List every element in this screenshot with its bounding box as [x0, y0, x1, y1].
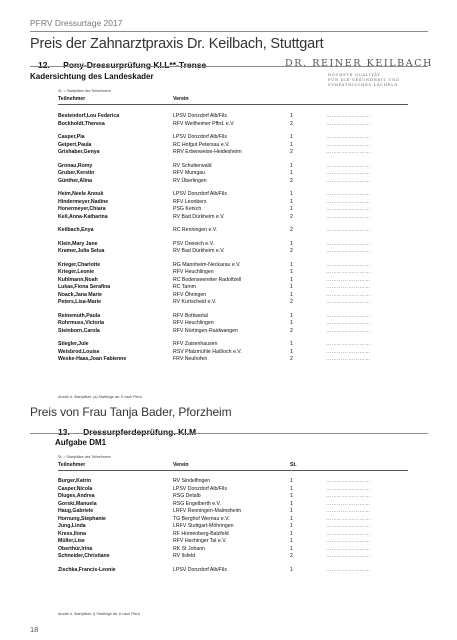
result-field: ……………………	[326, 523, 371, 529]
club-name: RV Überlingen	[173, 177, 207, 184]
start-count: 1	[290, 170, 293, 176]
result-field: ……………………	[326, 299, 371, 305]
result-field: ……………………	[326, 515, 371, 522]
participant-name: Müller,Lise	[58, 538, 85, 544]
club-name: RFV Heuchlingen	[173, 320, 214, 326]
start-count: 2	[290, 327, 293, 334]
section1-heading	[38, 55, 206, 73]
keilbach-logo-tagline	[328, 73, 400, 88]
section2-number: 13.	[58, 427, 70, 437]
start-count: 1	[290, 191, 293, 197]
start-count: 1	[290, 348, 293, 355]
result-field: ……………………	[326, 485, 371, 492]
section2-rule	[30, 433, 428, 434]
participant-name: Honermeyer,Chiara	[58, 206, 106, 212]
result-field: ……………………	[326, 530, 371, 537]
result-field: ……………………	[326, 227, 371, 233]
club-name: RFV Nürtingen-Raidwangen	[173, 327, 238, 334]
participant-name: Stiegler,Jule	[58, 341, 89, 347]
club-name: RFV Öhringen	[173, 291, 207, 298]
result-field: ……………………	[326, 508, 371, 514]
club-name: RFV Zaisenhausen	[173, 341, 218, 347]
club-name: RFV Mumgau	[173, 170, 205, 176]
start-count: 1	[290, 162, 293, 169]
start-count: 2	[290, 248, 293, 254]
result-field: ……………………	[326, 134, 371, 140]
start-count: 1	[290, 566, 293, 573]
start-count: 1	[290, 500, 293, 507]
section1-number: 12.	[38, 60, 50, 70]
start-count: 1	[290, 493, 293, 499]
event-header: PFRV Dressurtage 2017	[30, 18, 123, 28]
participant-name: Keil,Anna-Katharina	[58, 213, 108, 220]
start-count: 1	[290, 276, 293, 283]
start-count: 1	[290, 538, 293, 544]
club-name: RFV Weilheimer Pffrd. e.V.	[173, 120, 235, 127]
club-name: LPSV Donzdorf Alb/Fils	[173, 485, 227, 492]
section1-title: Pony-Dressurprüfung Kl.L**-Trense	[63, 60, 207, 70]
result-field: ……………………	[326, 341, 371, 347]
participant-name: Kress,Ilona	[58, 530, 86, 537]
start-count: 1	[290, 113, 293, 119]
club-name: RFV Leonbers	[173, 198, 207, 205]
start-count: 1	[290, 515, 293, 522]
club-name: PSV Dreieich e.V.	[173, 240, 215, 247]
club-name: RFV Hechinger Tal e.V.	[173, 538, 227, 544]
start-count: 2	[290, 299, 293, 305]
section1-table-rule	[58, 104, 408, 105]
start-count: 1	[290, 141, 293, 148]
participant-name: Haug,Gabriele	[58, 508, 94, 514]
start-count: 1	[290, 291, 293, 298]
participant-name: Jung,Linda	[58, 523, 86, 529]
section1-subtitle: Kadersichtung des Landeskader	[30, 72, 154, 81]
start-count: 2	[290, 227, 293, 233]
result-field: ……………………	[326, 312, 371, 319]
start-count: 2	[290, 356, 293, 362]
participant-name: Schneider,Christiane	[58, 553, 110, 559]
participant-name: Hornung,Stephanie	[58, 515, 106, 522]
result-field: ……………………	[326, 500, 371, 507]
start-count: 2	[290, 213, 293, 220]
start-count: 1	[290, 206, 293, 212]
club-name: RG Mannheim-Neckarau e.V.	[173, 261, 241, 268]
start-count: 1	[290, 530, 293, 537]
result-field: ……………………	[326, 276, 371, 283]
club-name: RFV Heuchlingen	[173, 269, 214, 275]
section2-col-st: St.	[290, 462, 297, 468]
result-field: ……………………	[326, 248, 371, 254]
start-count: 1	[290, 320, 293, 326]
participant-name: Klein,Mary Jane	[58, 240, 98, 247]
result-field: ……………………	[326, 240, 371, 247]
start-count: 1	[290, 312, 293, 319]
result-field: ……………………	[326, 213, 371, 220]
club-name: RF Homenberg-Balzfeld	[173, 530, 229, 537]
result-field: ……………………	[326, 162, 371, 169]
result-field: ……………………	[326, 566, 371, 573]
participant-name: Hindermeyer,Nadine	[58, 198, 109, 205]
result-field: ……………………	[326, 553, 371, 559]
club-name: RC Bodenseereiter Radolfzell	[173, 276, 242, 283]
club-name: RV Sindelfingen	[173, 478, 211, 484]
section2-note: St. = Startplätze des Teilnehmers	[58, 455, 111, 459]
section1-note: St. = Startplätze des Teilnehmers	[58, 89, 111, 93]
participant-name: Noack,Jana Marie	[58, 291, 102, 298]
participant-name: Geipert,Paula	[58, 141, 92, 148]
participant-name: Günther,Alina	[58, 177, 93, 184]
start-count: 1	[290, 478, 293, 484]
result-field: ……………………	[326, 356, 371, 362]
result-field: ……………………	[326, 327, 371, 334]
club-name: RC Tamm	[173, 284, 196, 290]
result-field: ……………………	[326, 191, 371, 197]
start-count: 2	[290, 553, 293, 559]
club-name: RRV Erbenweise-Heidesheim	[173, 149, 242, 155]
result-field: ……………………	[326, 206, 371, 212]
keilbach-logo: DR. REINER KEILBACH	[285, 58, 433, 69]
club-name: RV Bad Dürkheim e.V.	[173, 213, 225, 220]
result-field: ……………………	[326, 261, 371, 268]
club-name: LRFV Stuttgart-Möhringen	[173, 523, 234, 529]
participant-name: Steinborn,Carola	[58, 327, 100, 334]
club-name: LPSV Donzdorf Alb/Fils	[173, 134, 227, 140]
section1-col-club: Verein	[173, 96, 189, 102]
participant-name: Heim,Neele Anouk	[58, 191, 104, 197]
club-name: RV Schutterwald	[173, 162, 212, 169]
section1-col-participant: Teilnehmer	[58, 96, 86, 102]
club-name: RV Bad Dürkheim e.V.	[173, 248, 225, 254]
participant-name: Lukas,Fiona Serafina	[58, 284, 111, 290]
club-name: RV Ilsfeld	[173, 553, 196, 559]
result-field: ……………………	[326, 198, 371, 205]
section1-footer: Anzahl d. Startplätze: (a) Startfolge ab: K nach Pferd	[58, 395, 142, 399]
start-count: 1	[290, 523, 293, 529]
start-count: 1	[290, 284, 293, 290]
participant-name: Krieger,Leonie	[58, 269, 95, 275]
club-name: RSV Pfalzmühle Haßloch e.V.	[173, 348, 242, 355]
start-count: 1	[290, 198, 293, 205]
participant-name: Peters,Lisa-Marie	[58, 299, 101, 305]
logo-tagline-2: FÜR DIE GESUNDHEIT UND	[328, 78, 400, 82]
start-count: 1	[290, 485, 293, 492]
result-field: ……………………	[326, 493, 371, 499]
result-field: ……………………	[326, 269, 371, 275]
participant-name: Bestendorf,Lou Federica	[58, 113, 120, 119]
participant-name: Casper,Pia	[58, 134, 85, 140]
participant-name: Burger,Katrin	[58, 478, 92, 484]
result-field: ……………………	[326, 170, 371, 176]
participant-name: Keilbach,Enya	[58, 227, 94, 233]
participant-name: Kuhlmann,Noah	[58, 276, 98, 283]
club-name: RFV Bottwartal	[173, 312, 208, 319]
club-name: RK St Johann	[173, 545, 206, 552]
result-field: ……………………	[326, 113, 371, 119]
result-field: ……………………	[326, 149, 371, 155]
club-name: FRV Neuhofen	[173, 356, 208, 362]
start-count: 1	[290, 240, 293, 247]
start-count: 1	[290, 261, 293, 268]
participant-name: Krieger,Charlotte	[58, 261, 101, 268]
section1-sponsor: Preis der Zahnarztpraxis Dr. Keilbach, Stuttgart	[30, 36, 324, 52]
participant-name: Zischka,Francis-Leonie	[58, 566, 116, 573]
result-field: ……………………	[326, 291, 371, 298]
section2-title: Dressurpferdeprüfung. Kl.M	[83, 427, 197, 437]
participant-name: Weisbrod,Louise	[58, 348, 100, 355]
result-field: ……………………	[326, 348, 371, 355]
start-count: 2	[290, 149, 293, 155]
logo-tagline-3: SYMPATHISCHES LÄCHELN	[328, 83, 399, 87]
start-count: 1	[290, 134, 293, 140]
result-field: ……………………	[326, 284, 371, 290]
section2-subtitle: Aufgabe DM1	[55, 438, 107, 447]
section2-table-rule	[58, 470, 408, 471]
club-name: PSG Ketsch	[173, 206, 202, 212]
section2-col-club: Verein	[173, 462, 189, 468]
start-count: 1	[290, 341, 293, 347]
participant-name: Grishaber,Genya	[58, 149, 100, 155]
club-name: LPSV Donzdorf Alb/Fils	[173, 113, 227, 119]
result-field: ……………………	[326, 120, 371, 127]
start-count: 1	[290, 545, 293, 552]
club-name: TG Berghof Wernau e.V.	[173, 515, 230, 522]
club-name: LPSV Donzdorf Alb/Fils	[173, 566, 227, 573]
participant-name: Oberthür,Irina	[58, 545, 93, 552]
header-rule	[30, 31, 428, 32]
club-name: LRFV Renningen-Malmsheim	[173, 508, 242, 514]
participant-name: Bockholdt,Theresa	[58, 120, 105, 127]
club-name: RV Kurtscheid e.V.	[173, 299, 217, 305]
club-name: RSG Detalb	[173, 493, 201, 499]
participant-name: Gorski,Manuela	[58, 500, 97, 507]
start-count: 2	[290, 120, 293, 127]
participant-name: Gruber,Kerstin	[58, 170, 95, 176]
club-name: RC Renningen e.V.	[173, 227, 218, 233]
participant-name: Rohrmuss,Victoria	[58, 320, 105, 326]
start-count: 1	[290, 269, 293, 275]
result-field: ……………………	[326, 538, 371, 544]
result-field: ……………………	[326, 478, 371, 484]
participant-name: Casper,Nicola	[58, 485, 93, 492]
participant-name: Reinemuth,Paula	[58, 312, 101, 319]
participant-name: Kramer,Julia Selua	[58, 248, 105, 254]
page-number: 18	[30, 625, 39, 634]
participant-name: Dluges,Andrea	[58, 493, 95, 499]
section2-sponsor: Preis von Frau Tanja Bader, Pforzheim	[30, 405, 232, 419]
logo-tagline-1: HÖCHSTE QUALITÄT	[328, 73, 381, 77]
participant-name: Gronau,Romy	[58, 162, 93, 169]
start-count: 1	[290, 508, 293, 514]
club-name: RC Hofgut Petersau e.V.	[173, 141, 230, 148]
start-count: 2	[290, 177, 293, 184]
result-field: ……………………	[326, 320, 371, 326]
section2-col-participant: Teilnehmer	[58, 462, 86, 468]
result-field: ……………………	[326, 545, 371, 552]
result-field: ……………………	[326, 177, 371, 184]
result-field: ……………………	[326, 141, 371, 148]
club-name: RSG Engelberth e.V.	[173, 500, 221, 507]
section2-footer: Anzahl d. Startplätze: t) Startfolge ab: U nach Pferd	[58, 612, 140, 616]
participant-name: Weske-Haas,Joan Fabienne	[58, 356, 127, 362]
club-name: LPSV Donzdorf Alb/Fils	[173, 191, 227, 197]
